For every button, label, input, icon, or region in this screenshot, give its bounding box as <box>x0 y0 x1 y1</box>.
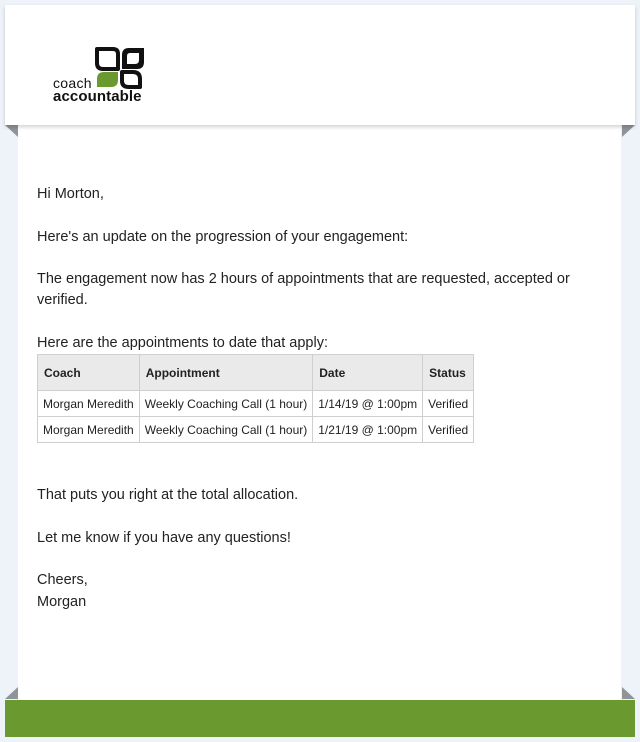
leaf-logo-icon <box>93 45 149 89</box>
cell-date: 1/14/19 @ 1:00pm <box>313 391 423 417</box>
questions-text: Let me know if you have any questions! <box>37 530 291 546</box>
cell-appointment: Weekly Coaching Call (1 hour) <box>139 391 313 417</box>
greeting: Hi Morton, <box>37 186 104 202</box>
paper-fold-bottom-left <box>5 687 18 699</box>
appointments-table <box>37 354 474 443</box>
column-header-appointment: Appointment <box>139 355 313 391</box>
signature-text: Morgan <box>37 594 87 610</box>
email-footer-bar <box>5 700 635 737</box>
logo-word-coach: coach <box>53 75 92 91</box>
paper-fold-top-left <box>5 125 18 137</box>
table-header-row <box>38 355 474 391</box>
email-header <box>5 5 635 125</box>
cell-status: Verified <box>423 391 474 417</box>
paper-fold-top-right <box>622 125 635 137</box>
intro-text: Here's an update on the progression of your engagement: <box>37 229 409 245</box>
table-intro-text: Here are the appointments to date that apply: <box>37 335 328 351</box>
column-header-date: Date <box>313 355 423 391</box>
cell-date: 1/21/19 @ 1:00pm <box>313 417 423 443</box>
paper-fold-bottom-right <box>622 687 635 699</box>
status-text: The engagement now has 2 hours of appointments that are requested, accepted or verified. <box>37 271 570 308</box>
column-header-status: Status <box>423 355 474 391</box>
signoff-text: Cheers, <box>37 572 88 588</box>
cell-appointment: Weekly Coaching Call (1 hour) <box>139 417 313 443</box>
cell-coach: Morgan Meredith <box>38 417 140 443</box>
cell-coach: Morgan Meredith <box>38 391 140 417</box>
logo-word-accountable: accountable <box>53 88 142 105</box>
cell-status: Verified <box>423 417 474 443</box>
summary-text: That puts you right at the total allocation. <box>37 487 299 503</box>
table-row <box>38 417 474 443</box>
coach-accountable-logo <box>49 41 159 105</box>
column-header-coach: Coach <box>38 355 140 391</box>
table-row <box>38 391 474 417</box>
